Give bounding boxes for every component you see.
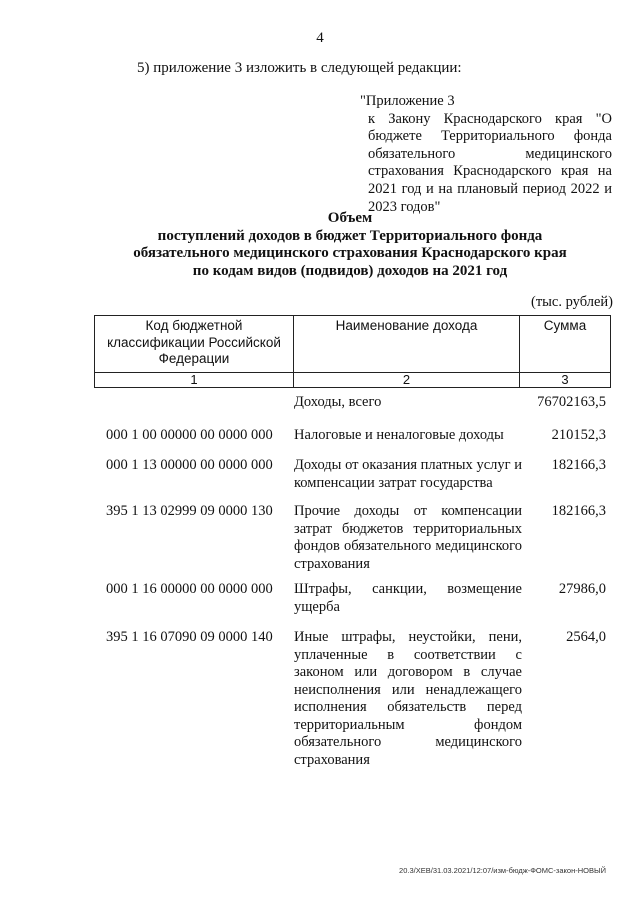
row-name: Налоговые и неналоговые доходы (294, 427, 504, 443)
table-header (94, 315, 611, 388)
document-title (100, 210, 600, 280)
header-name: Наименование дохода (294, 316, 520, 373)
row-sum: 76702163,5 (537, 394, 606, 410)
title-line-3: обязательного медицинского страхования Краснодарского края (133, 245, 567, 261)
row-code: 000 1 00 00000 00 0000 000 (106, 427, 273, 443)
page-number: 4 (316, 30, 324, 46)
row-sum: 27986,0 (558, 581, 606, 597)
row-code: 395 1 13 02999 09 0000 130 (106, 503, 273, 519)
row-name: Штрафы, санкции, возмещение ущерба (294, 581, 522, 615)
column-number-2: 2 (294, 373, 520, 388)
row-code: 395 1 16 07090 09 0000 140 (106, 629, 273, 645)
header-code: Код бюджетной классификации Российской Федерации (95, 316, 294, 373)
row-sum: 210152,3 (551, 427, 606, 443)
row-sum: 2564,0 (566, 629, 606, 645)
row-sum: 182166,3 (551, 503, 606, 519)
title-line-4: по кодам видов (подвидов) доходов на 2021 год (192, 262, 508, 279)
header-sum: Сумма (520, 316, 611, 373)
row-name: Доходы, всего (294, 394, 382, 410)
row-name: Доходы от оказания платных услуг и компенсации затрат государства (294, 457, 522, 491)
column-number-3: 3 (520, 373, 611, 388)
title-line-1: Объем (327, 210, 373, 226)
appendix-reference (360, 93, 612, 216)
intro-paragraph: 5) приложение 3 изложить в следующей редакции: (137, 60, 462, 76)
units-label: (тыс. рублей) (531, 294, 613, 310)
appendix-title: "Приложение 3 (360, 93, 455, 109)
column-number-1: 1 (95, 373, 294, 388)
document-footer-id: 20.3/ХЕВ/31.03.2021/12:07/изм-бюдж-ФОМС-закон-НОВЫЙ (399, 866, 606, 875)
row-code: 000 1 13 00000 00 0000 000 (106, 457, 273, 473)
row-name: Иные штрафы, неустойки, пени, уплаченные в соответствии с законом или договором в случае неисполнения или ненадлежащего исполнения обязательств перед территориальным фондом обязательного медицинского страхования (294, 629, 522, 768)
appendix-law-reference: к Закону Краснодарского края "О бюджете Территориального фонда обязательного медицинского страхования Краснодарского края на 2021 год и на плановый период 2022 и 2023 годов" (368, 110, 612, 215)
row-name: Прочие доходы от компенсации затрат бюджетов территориальных фондов обязательного медицинского страхования (294, 503, 522, 572)
title-line-2: поступлений доходов в бюджет Территориального фонда (157, 227, 543, 244)
row-sum: 182166,3 (551, 457, 606, 473)
row-code: 000 1 16 00000 00 0000 000 (106, 581, 273, 597)
